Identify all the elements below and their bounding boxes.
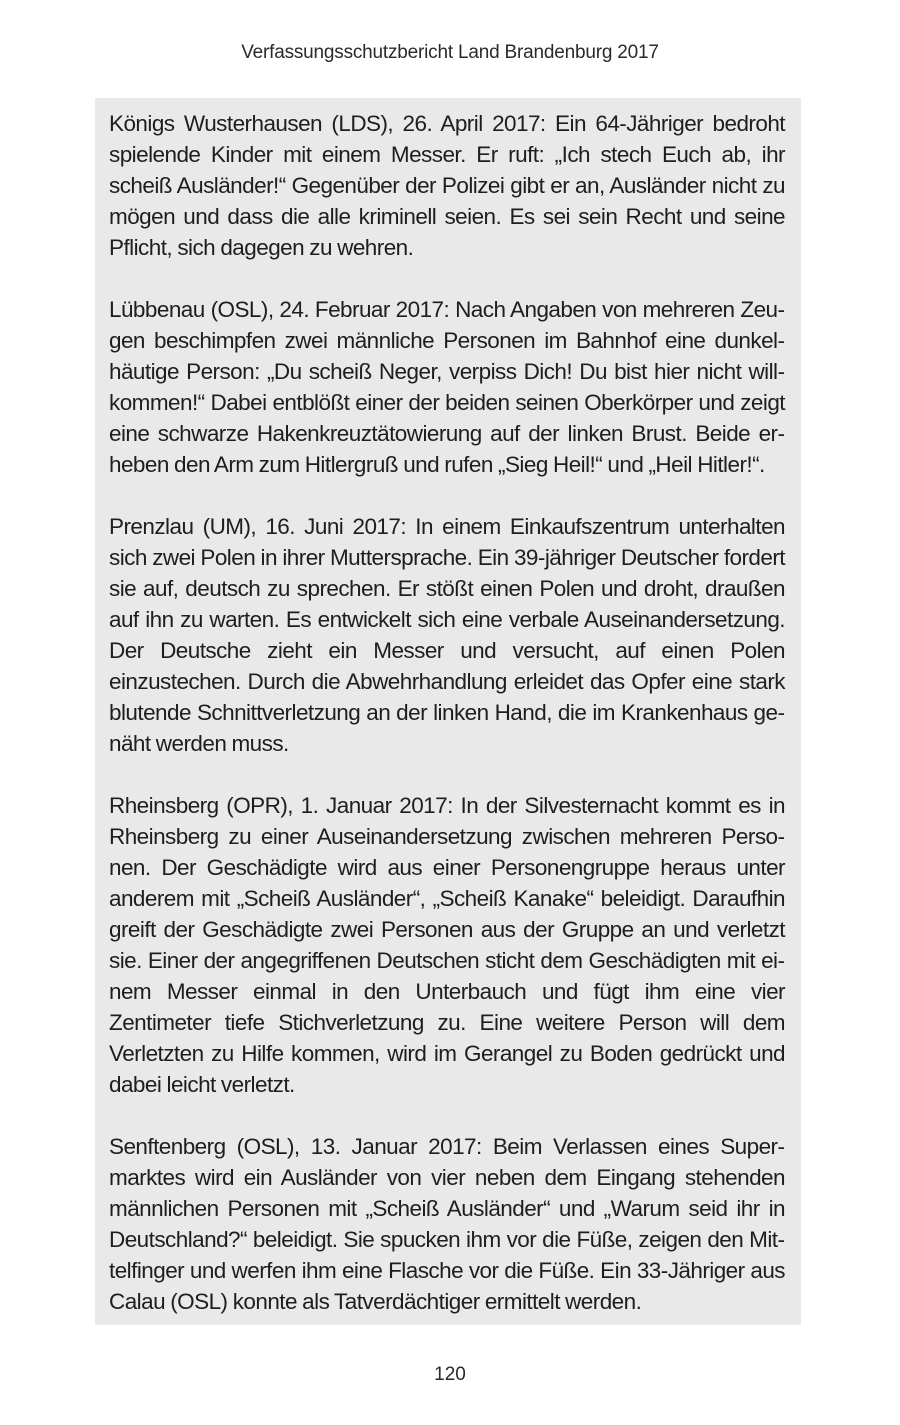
running-header: Verfassungsschutzbericht Land Brandenburg 2017 bbox=[241, 42, 659, 63]
case-paragraph-koenigs-wusterhausen: Königs Wusterhausen (LDS), 26. April 2017: Ein 64-Jähriger bedroht spielende Kinder mit einem Messer. Er ruft: „Ich stech Euch ab, ihr scheiß Ausländer!“ Gegenüber der Polizei gibt er an, Ausländer nicht zu mögen und dass die alle kriminell seien. Es sei sein Recht und seine Pflicht, sich dagegen zu wehren. bbox=[109, 111, 785, 260]
case-examples-box bbox=[95, 98, 801, 1325]
case-paragraph-luebbenau: Lübbenau (OSL), 24. Februar 2017: Nach Angaben von mehreren Zeugen beschimpfen zwei männliche Personen im Bahnhof eine dunkelhäutige Person: „Du scheiß Neger, verpiss Dich! Du bist hier nicht willkommen!“ Dabei entblößt einer der beiden seinen Oberkörper und zeigt eine schwarze Hakenkreuztätowierung auf der linken Brust. Beide erheben den Arm zum Hitlergruß und rufen „Sieg Heil!“ und „Heil Hitler!“. bbox=[109, 297, 785, 477]
case-paragraph-senftenberg: Senftenberg (OSL), 13. Januar 2017: Beim Verlassen eines Supermarktes wird ein Ausländer von vier neben dem Eingang stehenden männlichen Personen mit „Scheiß Ausländer“ und „Warum seid ihr in Deutschland?“ beleidigt. Sie spucken ihm vor die Füße, zeigen den Mittelfinger und werfen ihm eine Flasche vor die Füße. Ein 33-Jähriger aus Calau (OSL) konnte als Tatverdächtiger ermittelt werden. bbox=[109, 1134, 785, 1314]
case-paragraph-rheinsberg: Rheinsberg (OPR), 1. Januar 2017: In der Silvesternacht kommt es in Rheinsberg zu einer Auseinandersetzung zwischen mehreren Personen. Der Geschädigte wird aus einer Personengruppe heraus unter anderem mit „Scheiß Ausländer“, „Scheiß Kanake“ beleidigt. Daraufhin greift der Geschädigte zwei Personen aus der Gruppe an und verletzt sie. Einer der angegriffenen Deutschen sticht dem Geschädigten mit einem Messer einmal in den Unterbauch und fügt ihm eine vier Zentimeter tiefe Stichverletzung zu. Eine weitere Person will dem Verletzten zu Hilfe kommen, wird im Gerangel zu Boden gedrückt und dabei leicht verletzt. bbox=[109, 793, 785, 1097]
page-number: 120 bbox=[434, 1364, 466, 1385]
case-paragraph-prenzlau: Prenzlau (UM), 16. Juni 2017: In einem Einkaufszentrum unterhalten sich zwei Polen in ihrer Muttersprache. Ein 39-jähriger Deutscher fordert sie auf, deutsch zu sprechen. Er stößt einen Polen und droht, draußen auf ihn zu warten. Es entwickelt sich eine verbale Auseinandersetzung. Der Deutsche zieht ein Messer und versucht, auf einen Polen einzustechen. Durch die Abwehrhandlung erleidet das Opfer eine stark blutende Schnittverletzung an der linken Hand, die im Krankenhaus genäht werden muss. bbox=[109, 514, 785, 756]
